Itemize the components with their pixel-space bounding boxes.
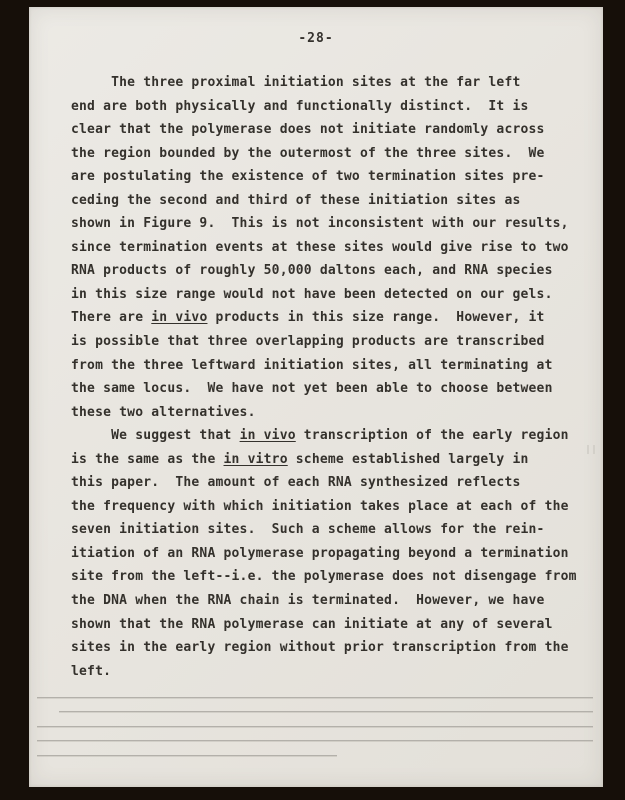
page-number: -28-	[298, 31, 334, 46]
text-segment: The three proximal initiation sites at the far left	[71, 75, 521, 90]
text-segment: ceding the second and third of these initiation sites as	[71, 192, 521, 208]
text-line	[71, 71, 585, 95]
text-line	[71, 613, 585, 637]
ruled-line	[37, 697, 593, 698]
ruled-line	[37, 726, 593, 727]
text-segment: clear that the polymerase does not initiate randomly across	[71, 122, 545, 138]
underlined-term: in vitro	[223, 451, 288, 467]
text-segment: RNA products of roughly 50,000 daltons each, and RNA species	[71, 263, 553, 279]
text-line	[71, 118, 585, 142]
text-line	[71, 565, 585, 589]
text-line	[71, 95, 585, 119]
text-segment: this paper. The amount of each RNA synthesized reflects	[71, 475, 521, 491]
text-segment: itiation of an RNA polymerase propagating beyond a termination	[71, 545, 569, 561]
text-line	[71, 142, 585, 166]
underlined-term: in vivo	[239, 428, 296, 444]
text-segment: the region bounded by the outermost of the three sites. We	[71, 145, 545, 161]
text-line	[71, 636, 585, 660]
scan-artifact-mark	[587, 445, 589, 454]
text-segment: shown that the RNA polymerase can initiate at any of several	[71, 616, 553, 632]
text-segment: the same locus. We have not yet been able to choose between	[71, 381, 553, 397]
text-segment: sites in the early region without prior transcription from the	[71, 640, 569, 656]
page-body	[71, 71, 585, 683]
text-segment: is the same as the	[71, 451, 224, 467]
scan-artifact-mark	[593, 445, 595, 454]
text-line	[71, 495, 585, 519]
text-segment: shown in Figure 9. This is not inconsistent with our results,	[71, 216, 569, 232]
text-line	[71, 589, 585, 613]
text-segment: We suggest that	[71, 428, 240, 444]
text-segment: transcription of the early region	[295, 428, 569, 444]
text-line	[71, 330, 585, 354]
text-line	[71, 542, 585, 566]
text-line	[71, 424, 585, 448]
paragraph	[71, 71, 585, 424]
text-segment: these two alternatives.	[71, 404, 256, 420]
text-segment: site from the left--i.e. the polymerase does not disengage from	[71, 569, 577, 585]
text-line	[71, 236, 585, 260]
underlined-term: in vivo	[151, 310, 208, 326]
text-line	[71, 401, 585, 425]
text-line	[71, 377, 585, 401]
text-line	[71, 354, 585, 378]
text-segment: the DNA when the RNA chain is terminated. However, we have	[71, 593, 545, 609]
text-line	[71, 212, 585, 236]
text-segment: left.	[71, 663, 112, 679]
text-line	[71, 259, 585, 283]
text-line	[71, 471, 585, 495]
text-line	[71, 518, 585, 542]
scanned-page	[29, 7, 603, 787]
text-segment: end are both physically and functionally distinct. It is	[71, 98, 529, 114]
text-line	[71, 448, 585, 472]
text-segment: scheme established largely in	[287, 451, 529, 467]
text-line	[71, 189, 585, 213]
text-segment: the frequency with which initiation takes place at each of the	[71, 498, 569, 514]
text-line	[71, 283, 585, 307]
text-line	[71, 165, 585, 189]
text-line	[71, 660, 585, 684]
text-segment: is possible that three overlapping products are transcribed	[71, 334, 545, 350]
text-segment: seven initiation sites. Such a scheme allows for the rein-	[71, 522, 545, 538]
text-segment: from the three leftward initiation sites, all terminating at	[71, 357, 553, 373]
text-line	[71, 306, 585, 330]
text-segment: There are	[71, 310, 152, 326]
text-segment: are postulating the existence of two termination sites pre-	[71, 169, 545, 185]
text-segment: since termination events at these sites would give rise to two	[71, 239, 569, 255]
paragraph	[71, 424, 585, 683]
ruled-line	[37, 740, 593, 741]
text-segment: products in this size range. However, it	[207, 310, 545, 326]
text-segment: in this size range would not have been detected on our gels.	[71, 286, 553, 302]
ruled-line	[37, 755, 337, 756]
ruled-line	[59, 711, 593, 712]
